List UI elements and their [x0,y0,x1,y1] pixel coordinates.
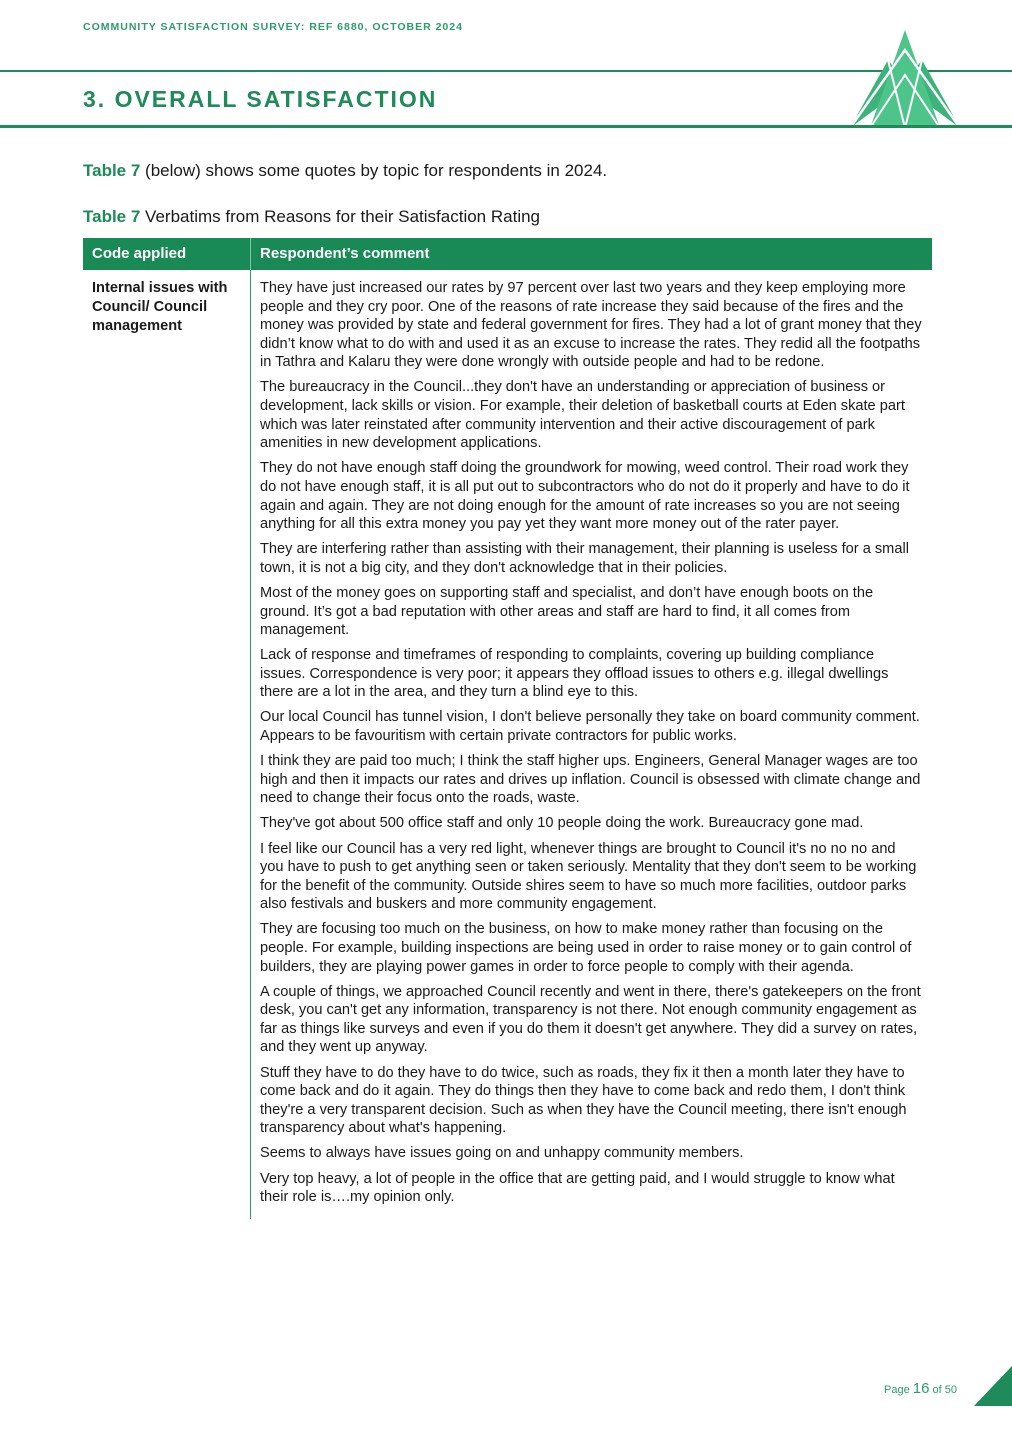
intro-text: (below) shows some quotes by topic for respondents in 2024. [140,161,608,180]
comment-item: They do not have enough staff doing the groundwork for mowing, weed control. Their road work they do not have enough staff, it is all put out to subcontractors who do not do it properly and have to do it again and again. They are not doing enough for the amount of rate increases so you are not seeing anything for all this extra money you pay yet they want more money out of the rater payer. [260,460,910,533]
comment-item: Seems to always have issues going on and unhappy community members. [260,1145,744,1162]
comment-item: I think they are paid too much; I think the staff higher ups. Engineers, General Manager wages are too high and then it impacts our rates and drives up inflation. Council is obsessed with climate change and need to change their focus onto the roads, waste. [260,753,921,807]
comment-item: A couple of things, we approached Council recently and went in there, there's gatekeepers on the front desk, you can't get any information, transparency is not there. Not enough community engagement as far as things like surveys and even if you do them it doesn't get anywhere. They did a survey on rates, and they went up anyway. [260,983,921,1056]
section-title: 3. OVERALL SATISFACTION [83,86,438,112]
code-applied-cell: Internal issues with Council/ Council management [83,270,251,1219]
corner-triangle-icon [974,1366,1012,1406]
comment-item: They are interfering rather than assisting with their management, their planning is useless for a small town, it is not a big city, and they don't acknowledge that in their policies. [260,541,909,576]
intro-paragraph [83,161,607,181]
comments-cell [251,270,932,1219]
comment-item: The bureaucracy in the Council...they don't have an understanding or appreciation of business or development, lack skills or vision. For example, their deletion of basketball courts at Eden skate part which was later reinstated after community intervention and their active discouragement of park amenities in new development applications. [260,379,905,452]
page-number: 16 [912,1380,930,1397]
running-header: COMMUNITY SATISFACTION SURVEY: REF 6880, OCTOBER 2024 [83,21,463,33]
comment-item: Our local Council has tunnel vision, I don't believe personally they take on board community comment. Appears to be favouritism with certain private contractors for public works. [260,709,920,745]
table-row [83,270,932,1219]
comment-item: They have just increased our rates by 97 percent over last two years and they keep employing more people and they cry poor. One of the reasons of rate increase they said because of the fires and the money was provided by state and federal government for fires. They had a lot of grant money that they didn’t know what to do with and used it as an excuse to increase the rates. They redid all the footpaths in Tathra and Kalaru they were done wrongly with outside people and had to be redone. [260,280,922,371]
comment-item: Most of the money goes on supporting staff and specialist, and don’t have enough boots on the ground. It’s got a bad reputation with other areas and staff are hard to find, it all comes from management. [260,584,874,639]
page-label: Page [884,1384,913,1396]
table-reference: Table 7 [83,161,141,180]
table-caption [83,207,540,227]
comment-item: Very top heavy, a lot of people in the office that are getting paid, and I would struggle to know what their role is….my opinion only. [260,1170,895,1206]
page-footer [884,1380,957,1397]
leaf-logo-icon [850,30,960,128]
column-header-comment: Respondent’s comment [260,245,430,262]
table-header-row [83,238,932,270]
comment-item: Stuff they have to do they have to do twice, such as roads, they fix it then a month later they have to come back and do it again. They do things then they have to come back and redo them, I don't think they're a very transparent decision. Such as when they have the Council meeting, there isn't enough transparency about what's happening. [260,1064,907,1137]
column-header-code: Code applied [83,238,251,270]
caption-table-label: Table 7 [83,207,141,226]
verbatims-table [83,238,932,1219]
comment-item: They are focusing too much on the business, on how to make money rather than focusing on the people. For example, building inspections are being used in order to raise money or to gain control of builders, they are playing power games in order to force people to comply with their agenda. [260,921,912,975]
comment-item: They've got about 500 office staff and only 10 people doing the work. Bureaucracy gone mad. [260,815,864,832]
page-total: of 50 [929,1384,957,1396]
comment-item: I feel like our Council has a very red light, whenever things are brought to Council it's no no no and you have to push to get anything seen or taken seriously. Mentality that they don't seem to be working for the benefit of the community. Outside shires seem to have so much more facilities, outdoor parks also festivals and buskers and more community engagement. [260,840,917,913]
caption-text: Verbatims from Reasons for their Satisfaction Rating [140,207,541,226]
comment-item: Lack of response and timeframes of responding to complaints, covering up building compliance issues. Correspondence is very poor; it appears they offload issues to others e.g. illegal dwellings there are a lot in the area, and they turn a blind eye to this. [260,647,889,701]
